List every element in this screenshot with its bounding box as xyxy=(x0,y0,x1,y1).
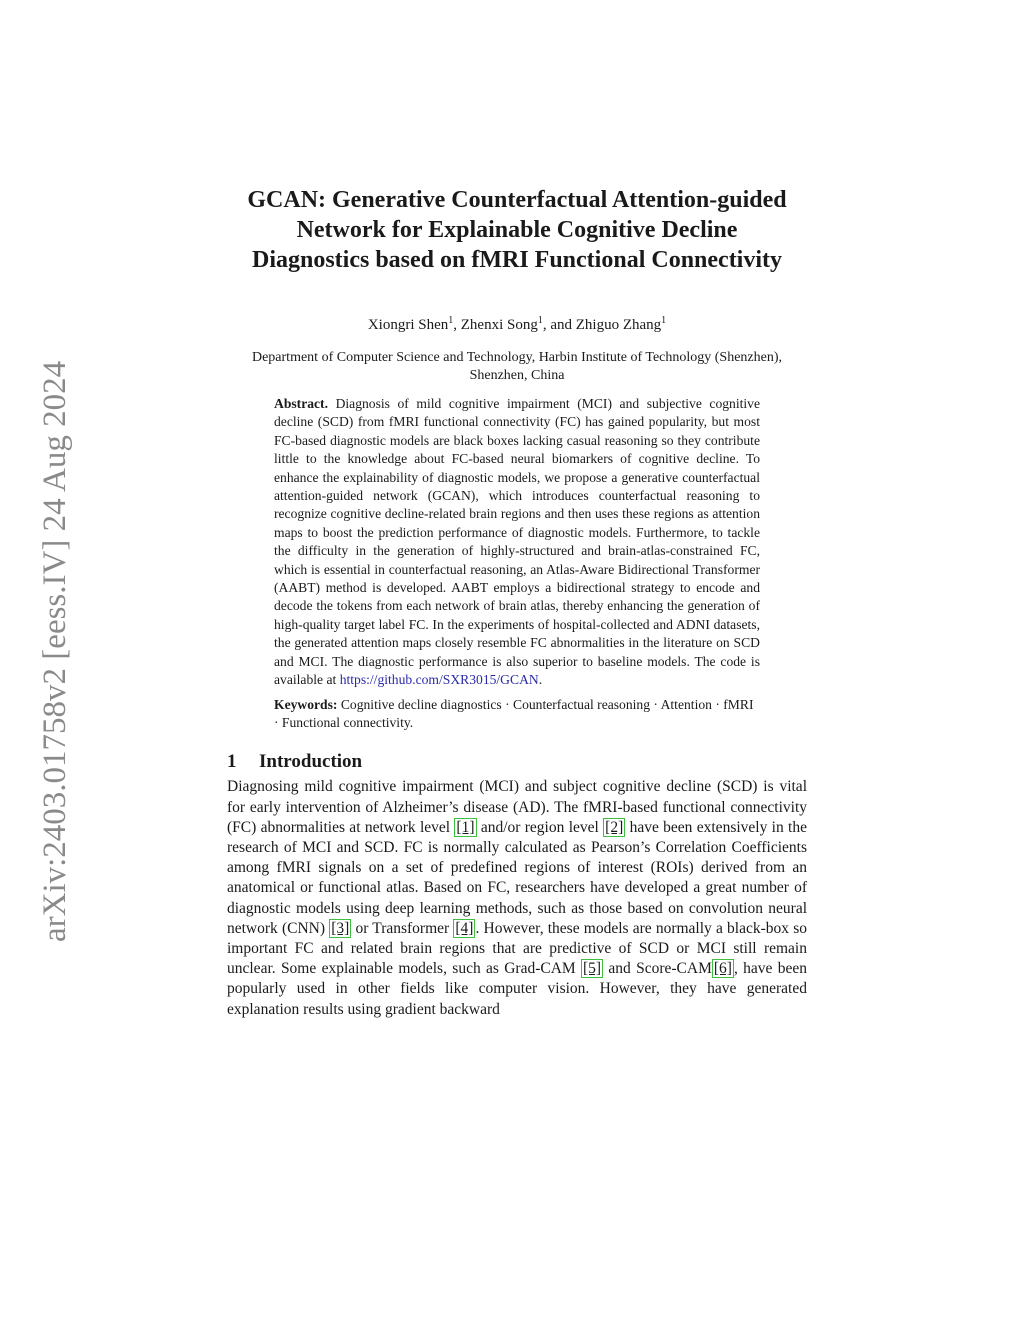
section-number: 1 xyxy=(227,751,237,773)
intro-text: . However, these models are normally a black-box so important FC and related brain regions that are predictive of SCD or MCI still remain unclear. Some explainable models, such as Grad-CAM xyxy=(227,919,807,978)
paper-title: GCAN: Generative Counterfactual Attention-guided Network for Explainable Cognitive Decline Diagnostics based on fMRI Functional Connectivity xyxy=(247,187,787,273)
arxiv-side-stamp: arXiv:2403.01758v2 [eess.IV] 24 Aug 2024 xyxy=(37,360,73,942)
citation-link[interactable]: [6] xyxy=(713,960,732,978)
section-heading xyxy=(227,750,807,774)
author-affil-mark: 1 xyxy=(661,315,667,326)
section-title: Introduction xyxy=(259,751,363,773)
author-list xyxy=(227,311,807,335)
author-affil-mark: 1 xyxy=(448,315,454,326)
keywords-label: Keywords: xyxy=(274,696,338,712)
abstract xyxy=(274,395,760,690)
citation-link[interactable]: [4] xyxy=(455,919,474,937)
citation-link[interactable]: [5] xyxy=(583,960,602,978)
intro-text: and/or region level xyxy=(476,818,604,836)
citation-link[interactable]: [3] xyxy=(331,919,350,937)
intro-text: , have been popularly used in other fields like computer vision. However, they have generated explanation results using gradient backward xyxy=(227,960,807,1018)
abstract-label: Abstract. xyxy=(274,396,328,411)
affiliation: Department of Computer Science and Technology, Harbin Institute of Technology (Shenzhen), Shenzhen, China xyxy=(251,350,783,383)
paper-page xyxy=(227,185,807,1020)
keywords xyxy=(274,696,760,733)
author-separator: , and xyxy=(542,317,576,333)
author-affil-mark: 1 xyxy=(537,315,543,326)
intro-paragraph xyxy=(227,777,807,1019)
code-link[interactable]: https://github.com/SXR3015/GCAN xyxy=(339,672,539,688)
intro-text: Diagnosing mild cognitive impairment (MCI) and subject cognitive decline (SCD) is vital for early intervention of Alzheimer’s disease (AD). The fMRI-based functional connectivity (FC) abnormalities at network level xyxy=(227,778,807,836)
intro-text: have been extensively in the research of MCI and SCD. FC is normally calculated as Pearson’s Correlation Coefficients among fMRI signals on a set of predefined regions of interest (ROIs) derived from an anatomical or functional atlas. Based on FC, researchers have developed a great number of diagnostic models using deep learning methods, such as those based on convolution neural network (CNN) xyxy=(227,818,807,937)
author-name: Zhenxi Song xyxy=(460,317,538,333)
intro-text: and Score-CAM xyxy=(603,960,712,978)
intro-text: or Transformer xyxy=(351,919,454,937)
keywords-text: Cognitive decline diagnostics · Counterfactual reasoning · Attention · fMRI · Functional connectivity. xyxy=(274,696,754,730)
citation-link[interactable]: [2] xyxy=(605,818,624,836)
abstract-text: Diagnosis of mild cognitive impairment (MCI) and subjective cognitive decline (SCD) from fMRI functional connectivity (FC) has gained popularity, but most FC-based diagnostic models are black boxes lacking casual reasoning so they contribute little to the knowledge about FC-based neural biomarkers of cognitive decline. To enhance the explainability of diagnostic models, we propose a generative counterfactual attention-guided network (GCAN), which introduces counterfactual reasoning to recognize cognitive decline-related brain regions and then uses these regions as attention maps to boost the prediction performance of diagnostic models. Furthermore, to tackle the difficulty in the generation of highly-structured and brain-atlas-constrained FC, which is essential in counterfactual reasoning, an Atlas-Aware Bidirectional Transformer (AABT) method is developed. AABT employs a bidirectional strategy to encode and decode the tokens from each network of brain atlas, thereby enhancing the generation of high-quality target label FC. In the experiments of hospital-collected and ADNI datasets, the generated attention maps closely resemble FC abnormalities in the literature on SCD and MCI. The diagnostic performance is also superior to baseline models. The code is available at xyxy=(274,396,761,688)
author-name: Zhiguo Zhang xyxy=(575,317,662,333)
abstract-end: . xyxy=(538,672,543,688)
author-separator: , xyxy=(453,317,461,333)
citation-link[interactable]: [1] xyxy=(456,818,475,836)
author-name: Xiongri Shen xyxy=(367,317,449,333)
